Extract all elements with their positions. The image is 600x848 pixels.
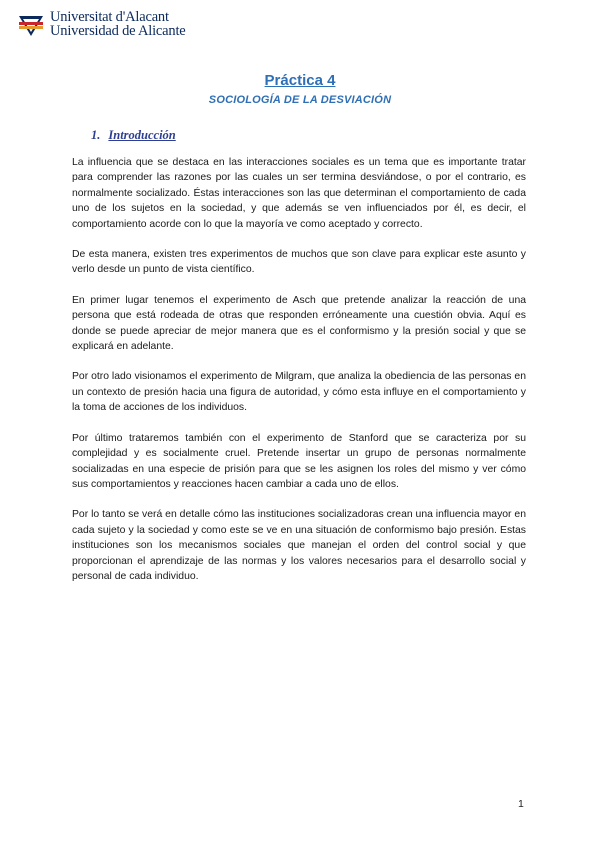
university-name-valencian: Universitat d'Alacant: [50, 9, 169, 25]
paragraph: Por último trataremos también con el experimento de Stanford que se caracteriza por su complejidad y es socialmente cruel. Pretende insertar un grupo de personas normalmente socializadas en una especie de prisión para que se les asignen los roles del mismo y ver cómo sus comportamientos y reacciones hacen cambiar a cada uno de ellos.: [72, 432, 526, 490]
paragraph: Por lo tanto se verá en detalle cómo las instituciones socializadoras crean una influencia mayor en cada sujeto y la sociedad y como este se ve en una situación de conformismo bajo presión. Estas instituciones son los mecanismos sociales que manejan el orden del control social y que proporcionan el aprendizaje de las normas y los valores necesarios para el desarrollo social y personal de cada individuo.: [72, 509, 526, 582]
section-number: 1.: [91, 128, 101, 142]
paragraph: En primer lugar tenemos el experimento de Asch que pretende analizar la reacción de una persona que está rodeada de otras que responden erróneamente una cuestión obvia. Aquí es donde se puede apreciar de mejor manera que es el conformismo y la presión social y que se explicará en adelante.: [72, 294, 526, 353]
university-names: [50, 10, 186, 38]
document-subtitle: SOCIOLOGÍA DE LA DESVIACIÓN: [208, 94, 392, 106]
paragraph: Por otro lado visionamos el experimento de Milgram, que analiza la obediencia de las personas en un contexto de presión hacia una figura de autoridad, y cómo esta influye en el comportamiento y la toma de acciones de los individuos.: [72, 371, 526, 414]
paragraph: De esta manera, existen tres experimentos de muchos que son clave para explicar este asunto y verlo desde un punto de vista científico.: [72, 249, 526, 276]
university-name-spanish: Universidad de Alicante: [50, 23, 186, 39]
document-title: Práctica 4: [264, 72, 336, 89]
section-heading: [91, 128, 176, 143]
university-logo-icon: [18, 11, 44, 37]
page-number: 1: [518, 798, 524, 810]
section-title: Introducción: [108, 128, 176, 142]
paragraph: La influencia que se destaca en las interacciones sociales es un tema que es importante tratar para comprender las razones por las cuales un ser termina desviándose, o por el contrario, es normalmente socializado. Éstas interacciones son las que determinan el comportamiento de cada uno de los sujetos en la sociedad, y que además se ven influenciados por él, es decir, el comportamiento acorde con lo que la mayoría ve como aceptado y correcto.: [72, 157, 526, 230]
body-text: [72, 155, 526, 599]
university-header: [18, 10, 186, 38]
